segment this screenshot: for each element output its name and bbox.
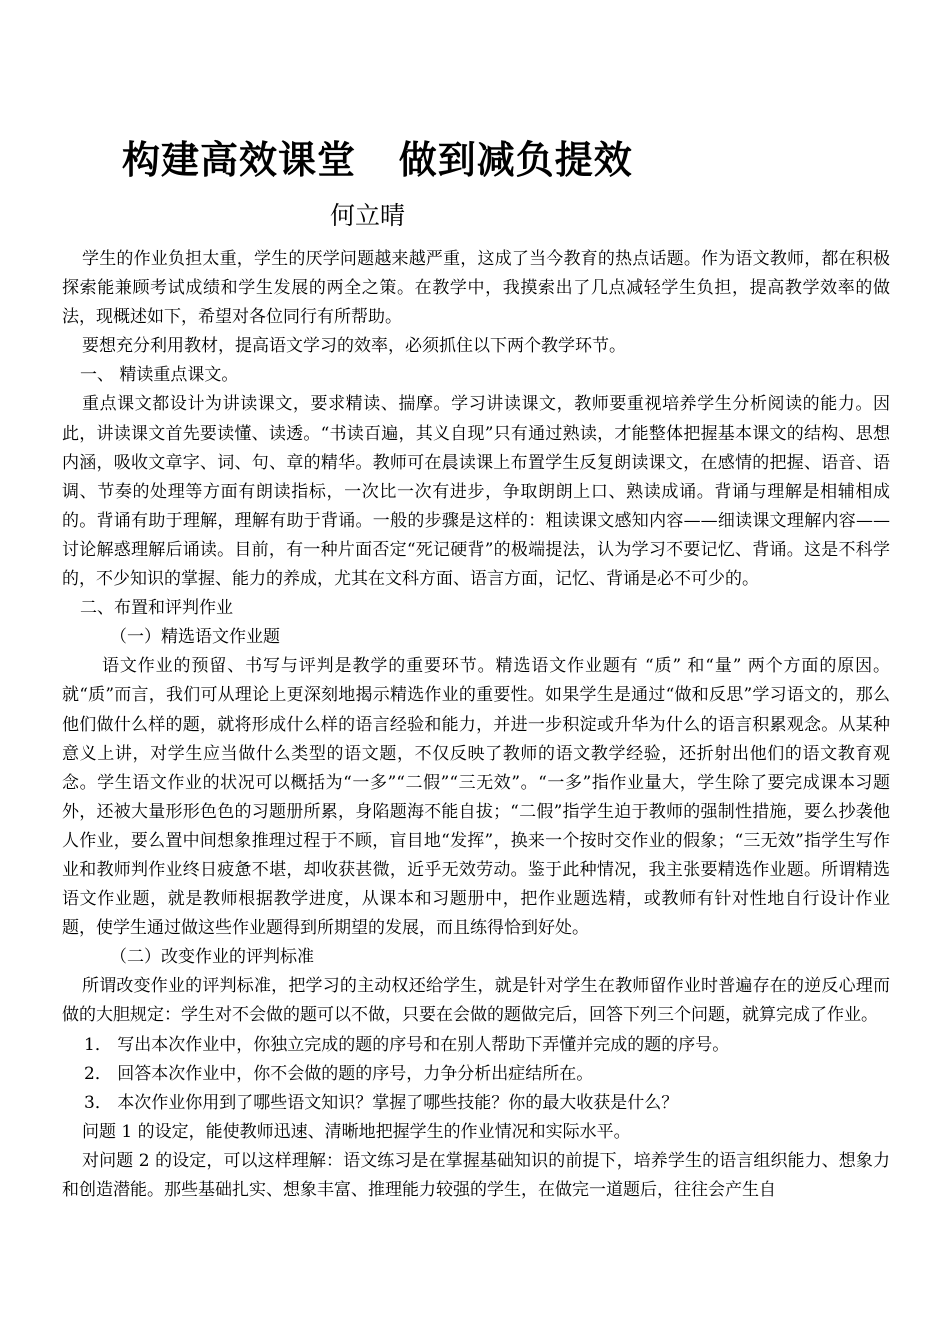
list-item-question-2: 2． 回答本次作业中，你不会做的题的序号，力争分析出症结所在。 <box>84 1063 594 1084</box>
paragraph-question-2-note: 对问题 2 的设定，可以这样理解：语文练习是在掌握基础知识的前提下，培养学生的语言组织能力、想象力和创造潜能。那些基础扎实、想象丰富、推理能力较强的学生，在做完一道题后，往往会产生自 <box>62 1150 890 1200</box>
paragraph-intensive-reading: 重点课文都设计为讲读课文，要求精读、揣摩。学习讲读课文，教师要重视培养学生分析阅读的能力。因此，讲读课文首先要读懂、读透。“书读百遍，其义自现”只有通过熟读，才能整体把握基本课文的结构、思想内涵，吸收文章字、词、句、章的精华。教师可在晨读课上布置学生反复朗读课文，在感情的把握、语音、语调、节奏的处理等方面有朗读指标，一次比一次有进步，争取朗朗上口、熟读成诵。背诵与理解是相辅相成的。背诵有助于理解，理解有助于背诵。一般的步骤是这样的：粗读课文感知内容——细读课文理解内容——讨论解惑理解后诵读。目前，有一种片面否定“死记硬背”的极端提法，认为学习不要记忆、背诵。这是不科学的，不少知识的掌握、能力的养成，尤其在文科方面、语言方面，记忆、背诵是必不可少的。 <box>62 394 890 590</box>
paragraph-two-links: 要想充分利用教材，提高语文学习的效率，必须抓住以下两个教学环节。 <box>82 336 626 357</box>
paragraph-grading-standard: 所谓改变作业的评判标准，把学习的主动权还给学生，就是针对学生在教师留作业时普遍存在的逆反心理而做的大胆规定：学生对不会做的题可以不做，只要在会做的题做完后，回答下列三个问题，就算完成了作业。 <box>62 976 890 1026</box>
heading-section-2: 二、布置和评判作业 <box>80 598 233 619</box>
heading-subsection-1: （一）精选语文作业题 <box>110 627 280 648</box>
list-item-question-1: 1． 写出本次作业中，你独立完成的题的序号和在别人帮助下弄懂并完成的题的序号。 <box>84 1034 730 1055</box>
document-body <box>62 245 890 1205</box>
heading-subsection-2: （二）改变作业的评判标准 <box>110 947 314 968</box>
list-item-question-3: 3． 本次作业你用到了哪些语文知识？掌握了哪些技能？你的最大收获是什么？ <box>84 1092 679 1113</box>
heading-section-1: 一、 精读重点课文。 <box>80 365 239 386</box>
paragraph-question-1-note: 问题 1 的设定，能使教师迅速、清晰地把握学生的作业情况和实际水平。 <box>82 1121 631 1142</box>
paragraph-select-homework: 语文作业的预留、书写与评判是教学的重要环节。精选语文作业题有 “质” 和“量” 两个方面的原因。就“质”而言，我们可从理论上更深刻地揭示精选作业的重要性。如果学生是通过“做和反思”学习语文的，那么他们做什么样的题，就将形成什么样的语言经验和能力，并进一步积淀或升华为什么的语言积累观念。从某种意义上讲，对学生应当做什么类型的语文题，不仅反映了教师的语文教学经验，还折射出他们的语文教育观念。学生语文作业的状况可以概括为“一多”“二假”“三无效”。“一多”指作业量大，学生除了要完成课本习题外，还被大量形形色色的习题册所累，身陷题海不能自拔；“二假”指学生迫于教师的强制性措施，要么抄袭他人作业，要么置中间想象推理过程于不顾，盲目地“发挥”，换来一个按时交作业的假象；“三无效”指学生写作业和教师判作业终日疲惫不堪，却收获甚微，近乎无效劳动。鉴于此种情况，我主张要精选作业题。所谓精选语文作业题，就是教师根据教学进度，从课本和习题册中，把作业题选精，或教师有针对性地自行设计作业题，使学生通过做这些作业题得到所期望的发展，而且练得恰到好处。 <box>62 656 890 939</box>
document-title: 构建高效课堂 做到减负提效 <box>122 137 633 182</box>
paragraph-intro: 学生的作业负担太重，学生的厌学问题越来越严重，这成了当今教育的热点话题。作为语文教师，都在积极探索能兼顾考试成绩和学生发展的两全之策。在教学中，我摸索出了几点减轻学生负担，提高教学效率的做法，现概述如下，希望对各位同行有所帮助。 <box>62 249 890 328</box>
document-author: 何立晴 <box>330 201 406 230</box>
